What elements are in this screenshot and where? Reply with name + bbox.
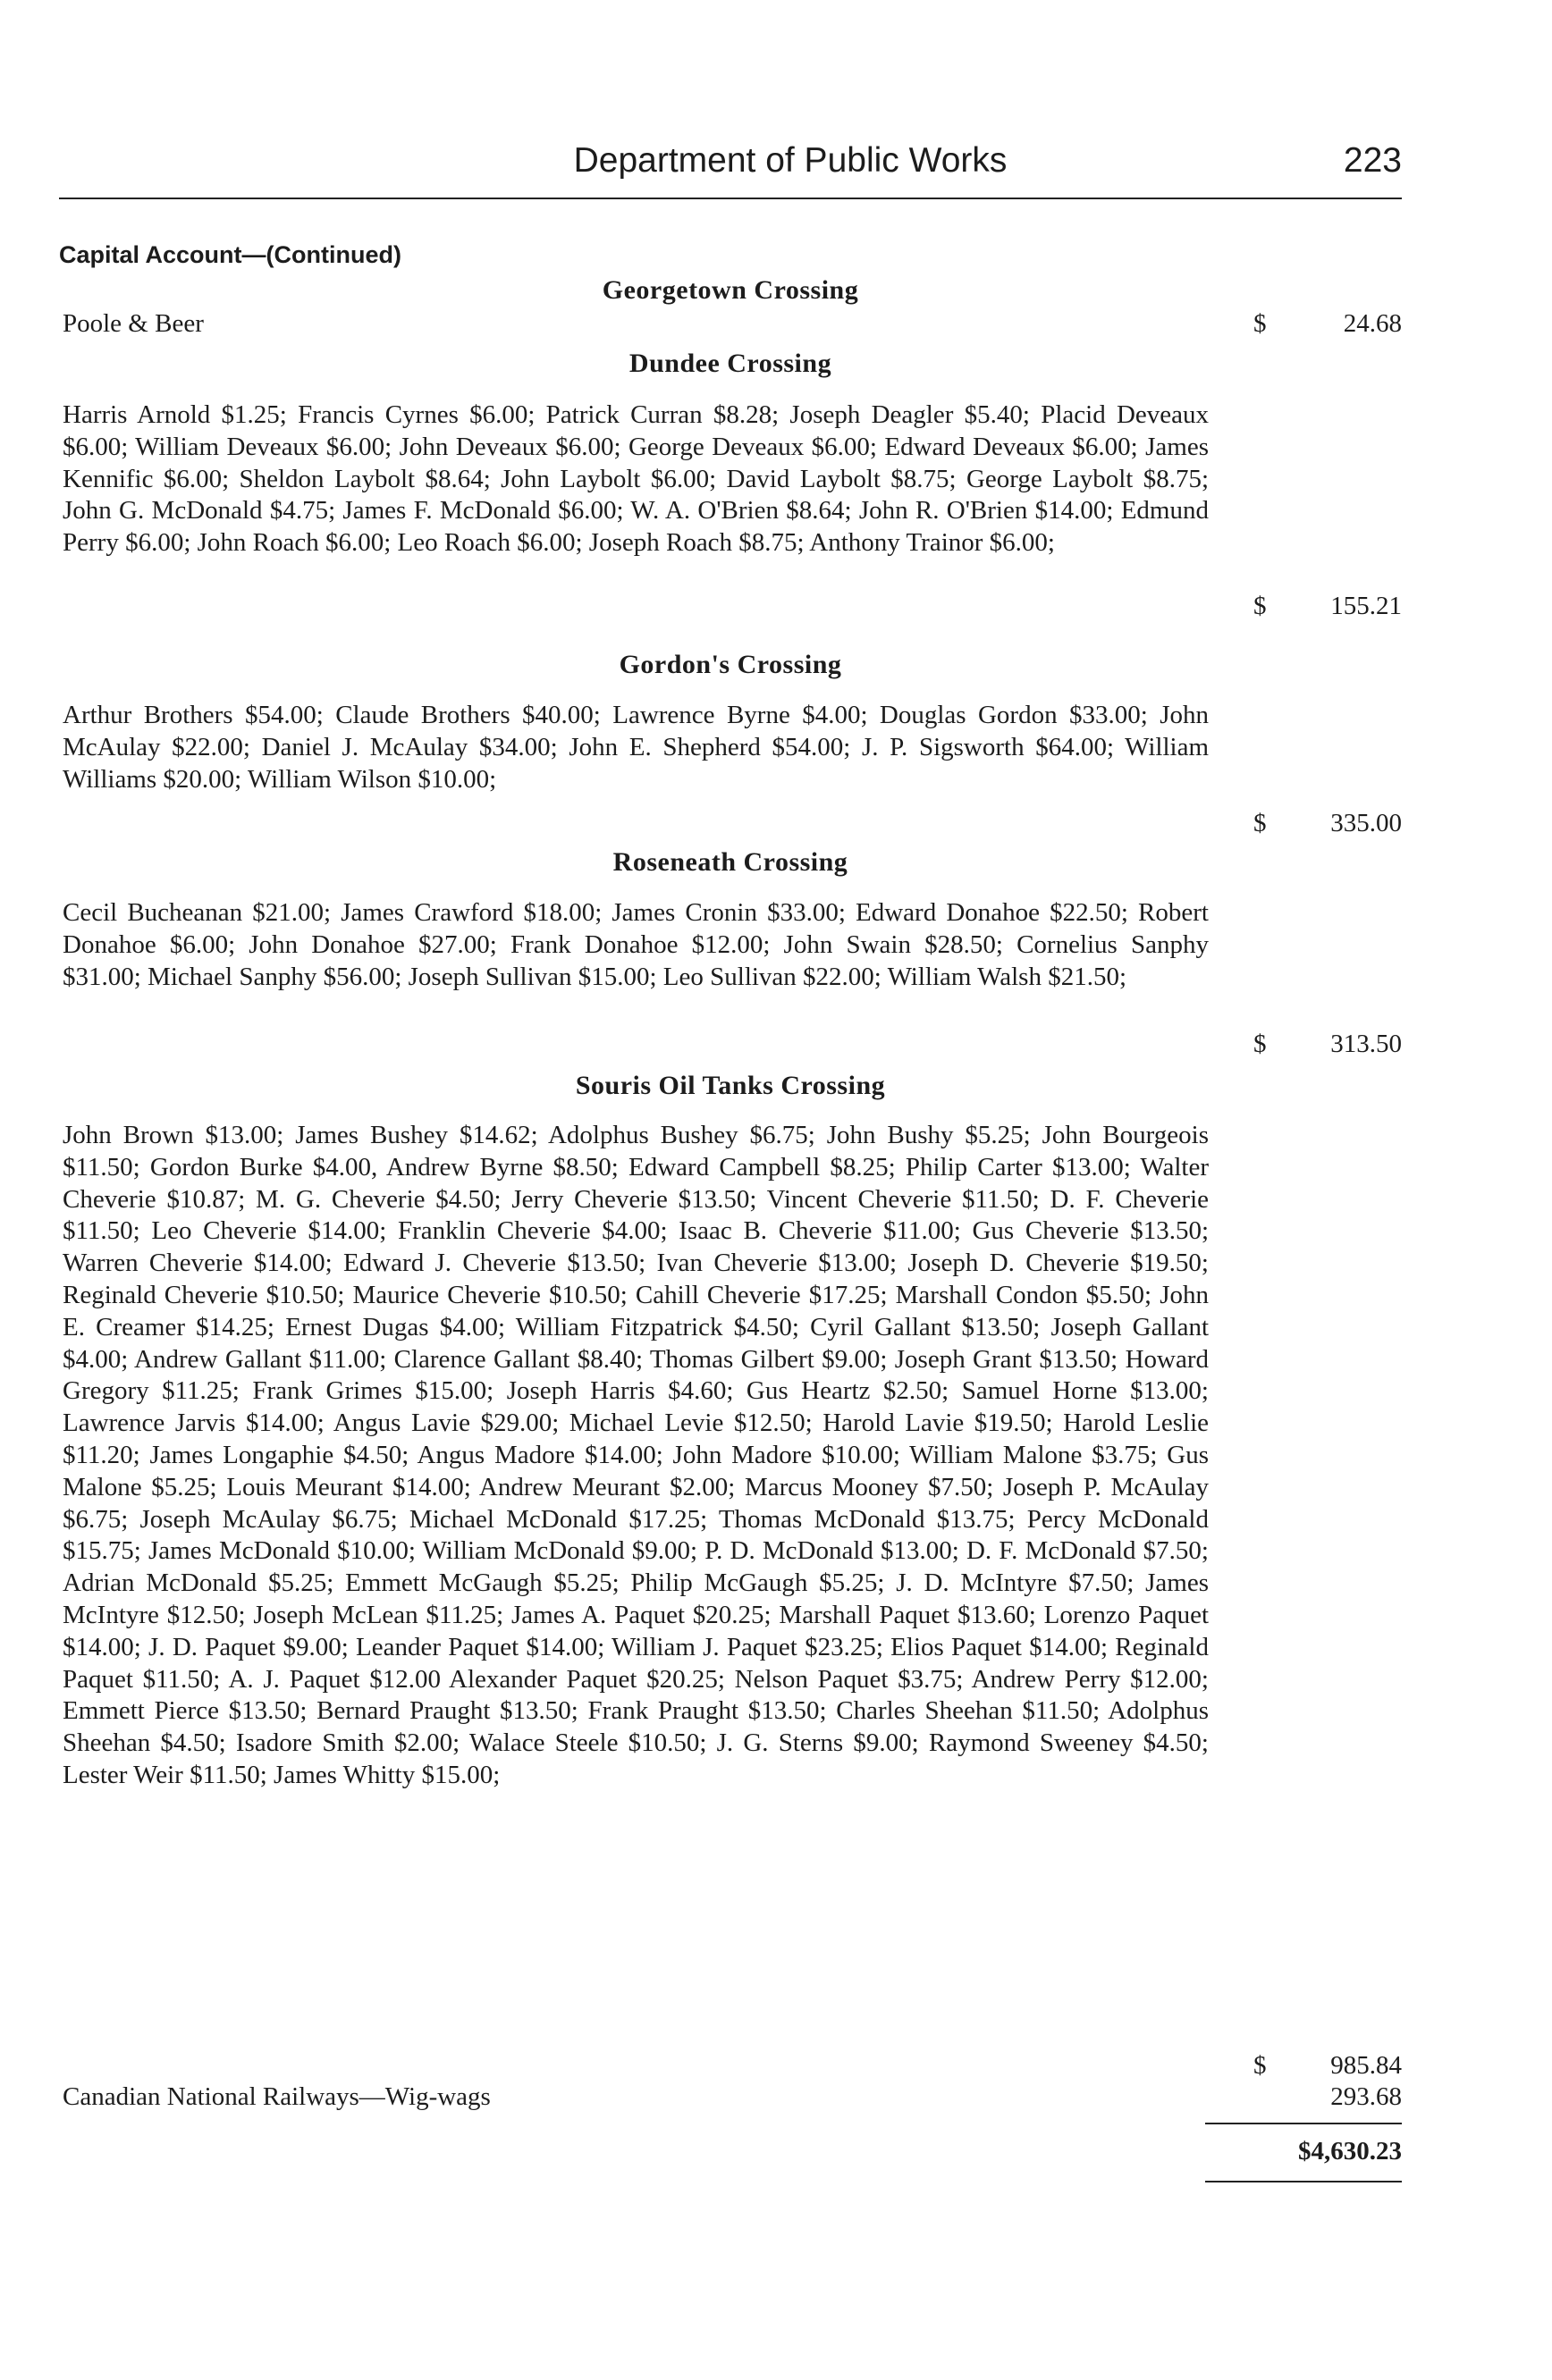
- dollar-sign: $: [1253, 2051, 1267, 2080]
- paragraph-gordons: Arthur Brothers $54.00; Claude Brothers $40.00; Lawrence Byrne $4.00; Douglas Gordon $33.00; John McAulay $22.00; Daniel J. McAulay $34.00; John E. Shepherd $54.00; J. P. Sigsworth $64.00; William Williams $20.00; William Wilson $10.00;: [63, 701, 1209, 794]
- heading-roseneath: Roseneath Crossing: [612, 847, 848, 877]
- page-header: [179, 141, 1402, 191]
- amount-roseneath: 313.50: [1330, 1030, 1402, 1058]
- amount-gordons: 335.00: [1330, 809, 1402, 837]
- header-rule: [59, 198, 1402, 199]
- amount-souris: 985.84: [1330, 2051, 1402, 2080]
- amount-cnr: 293.68: [1330, 2082, 1402, 2111]
- amount-dundee: 155.21: [1330, 592, 1402, 620]
- sum-rule-bottom: [1205, 2181, 1402, 2182]
- entry-poole-beer: Poole & Beer: [63, 309, 204, 338]
- entry-cnr-wigwags: Canadian National Railways—Wig-wags: [63, 2082, 491, 2111]
- heading-georgetown: Georgetown Crossing: [602, 275, 859, 305]
- paragraph-souris: John Brown $13.00; James Bushey $14.62; Adolphus Bushey $6.75; John Bushy $5.25; John Bourgeois $11.50; Gordon Burke $4.00, Andrew Byrne $8.50; Edward Campbell $8.25; Philip Carter $13.00; Walter Cheverie $10.87; M. G. Cheverie $4.50; Jerry Cheverie $13.50; Vincent Cheverie $11.50; D. F. Cheverie $11.50; Leo Cheverie $14.00; Franklin Cheverie $4.00; Isaac B. Cheverie $11.00; Gus Cheverie $13.50; Warren Cheverie $14.00; Edward J. Cheverie $13.50; Ivan Cheverie $13.00; Joseph D. Cheverie $19.50; Reginald Cheverie $10.50; Maurice Cheverie $10.50; Cahill Cheverie $17.25; Marshall Condon $5.50; John E. Creamer $14.25; Ernest Dugas $4.00; William Fitzpatrick $4.50; Cyril Gallant $13.50; Joseph Gallant $4.00; Andrew Gallant $11.00; Clarence Gallant $8.40; Thomas Gilbert $9.00; Joseph Grant $13.50; Howard Gregory $11.25; Frank Grimes $15.00; Joseph Harris $4.60; Gus Heartz $2.50; Samuel Horne $13.00; Lawrence Jarvis $14.00; Angus Lavie $29.00; Michael Levie $12.50; Harold Lavie $19.50; Harold Leslie $11.20; James Longaphie $4.50; Angus Madore $14.00; John Madore $10.00; William Malone $3.75; Gus Malone $5.25; Louis Meurant $14.00; Andrew Meurant $2.00; Marcus Mooney $7.50; Joseph P. McAulay $6.75; Joseph McAulay $6.75; Michael McDonald $17.25; Thomas McDonald $13.75; Percy McDonald $15.75; James McDonald $10.00; William McDonald $9.00; P. D. McDonald $13.00; D. F. McDonald $7.50; Adrian McDonald $5.25; Emmett McGaugh $5.25; Philip McGaugh $5.25; J. D. McIntyre $7.50; James McIntyre $12.50; Joseph McLean $11.25; James A. Paquet $20.25; Marshall Paquet $13.60; Lorenzo Paquet $14.00; J. D. Paquet $9.00; Leander Paquet $14.00; William J. Paquet $23.25; Elios Paquet $14.00; Reginald Paquet $11.50; A. J. Paquet $12.00 Alexander Paquet $20.25; Nelson Paquet $3.75; Andrew Perry $12.00; Emmett Pierce $13.50; Bernard Praught $13.50; Frank Praught $13.50; Charles Sheehan $11.50; Adolphus Sheehan $4.50; Isadore Smith $2.00; Walace Steele $10.50; J. G. Sterns $9.00; Raymond Sweeney $4.50; Lester Weir $11.50; James Whitty $15.00;: [63, 1121, 1209, 1789]
- grand-total: $4,630.23: [1298, 2137, 1402, 2166]
- heading-souris: Souris Oil Tanks Crossing: [575, 1071, 886, 1100]
- paragraph-roseneath: Cecil Bucheanan $21.00; James Crawford $18.00; James Cronin $33.00; Edward Donahoe $22.50; Robert Donahoe $6.00; John Donahoe $27.00; Frank Donahoe $12.00; John Swain $28.50; Cornelius Sanphy $31.00; Michael Sanphy $56.00; Joseph Sullivan $15.00; Leo Sullivan $22.00; William Walsh $21.50;: [63, 898, 1209, 991]
- dollar-sign: $: [1253, 1030, 1267, 1058]
- sum-rule-top: [1205, 2123, 1402, 2124]
- heading-dundee: Dundee Crossing: [628, 349, 832, 378]
- page-title: Department of Public Works: [573, 141, 1008, 180]
- section-label: Capital Account—(Continued): [59, 241, 401, 268]
- heading-gordons: Gordon's Crossing: [619, 650, 842, 679]
- amount-georgetown: 24.68: [1343, 309, 1402, 338]
- dollar-sign: $: [1253, 592, 1267, 620]
- dollar-sign: $: [1253, 809, 1267, 837]
- page-number: 223: [1343, 141, 1402, 180]
- dollar-sign: $: [1253, 309, 1267, 338]
- paragraph-dundee: Harris Arnold $1.25; Francis Cyrnes $6.00; Patrick Curran $8.28; Joseph Deagler $5.40; Placid Deveaux $6.00; William Deveaux $6.00; John Deveaux $6.00; George Deveaux $6.00; Edward Deveaux $6.00; James Kennific $6.00; Sheldon Laybolt $8.64; John Laybolt $6.00; David Laybolt $8.75; George Laybolt $8.75; John G. McDonald $4.75; James F. McDonald $6.00; W. A. O'Brien $8.64; John R. O'Brien $14.00; Edmund Perry $6.00; John Roach $6.00; Leo Roach $6.00; Joseph Roach $8.75; Anthony Trainor $6.00;: [63, 400, 1209, 558]
